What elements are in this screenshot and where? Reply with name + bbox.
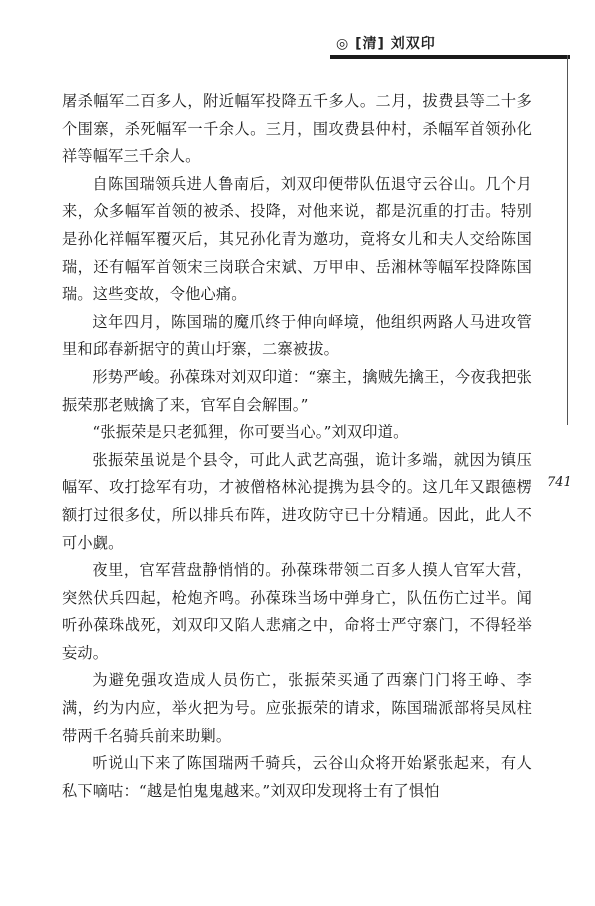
paragraph: 张振荣虽说是个县令，可此人武艺高强，诡计多端，就因为镇压幅军、攻打捻军有功，才被僧格林沁提携为县令的。这几年又跟德楞额打过很多仗，所以排兵布阵，进攻防守已十分精通。因此，此人不可小觑。	[62, 450, 532, 552]
paragraph: “张振荣是只老狐狸，你可要当心。”刘双印道。	[92, 423, 409, 442]
running-header: ◎ [清] 刘双印	[336, 36, 436, 52]
paragraph: 自陈国瑞领兵进人鲁南后，刘双印便带队伍退守云谷山。几个月来，众多幅军首领的被杀、投降，对他来说，都是沉重的打击。特别是孙化祥幅军覆灭后，其兄孙化青为邀功，竟将女儿和夫人交给陈国瑞，还有幅军首领宋三岗联合宋斌、万甲申、岳湘林等幅军投降陈国瑞。这些变故，令他心痛。	[62, 174, 532, 304]
paragraph: 夜里，官军营盘静悄悄的。孙葆珠带领二百多人摸人官军大营，突然伏兵四起，枪炮齐鸣。孙葆珠当场中弹身亡，队伍伤亡过半。闻听孙葆珠战死，刘双印又陷人悲痛之中，命将士严守寨门，不得轻举妄动。	[62, 561, 532, 662]
paragraph: 这年四月，陈国瑞的魔爪终于伸向峄境，他组织两路人马进攻管里和邱春新据守的黄山圩寨，二寨被拔。	[62, 312, 532, 359]
margin-rule	[567, 55, 568, 425]
header-rule	[330, 55, 570, 59]
body-text	[62, 88, 532, 805]
paragraph: 形势严峻。孙葆珠对刘双印道：“寨主，擒贼先擒王，今夜我把张振荣那老贼擒了来，官军自会解围。”	[62, 367, 532, 414]
paragraph: 屠杀幅军二百多人，附近幅军投降五千多人。二月，拔费县等二十多个围寨，杀死幅军一千余人。三月，围攻费县仲村，杀幅军首领孙化祥等幅军三千余人。	[62, 92, 532, 166]
page-number: 741	[547, 475, 572, 490]
paragraph: 听说山下来了陈国瑞两千骑兵，云谷山众将开始紧张起来，有人私下嘀咕：“越是怕鬼鬼越来。”刘双印发现将士有了惧怕	[62, 754, 532, 800]
paragraph: 为避免强攻造成人员伤亡，张振荣买通了西寨门门将王峥、李满，约为内应，举火把为号。应张振荣的请求，陈国瑞派部将吴凤柱带两千名骑兵前来助剿。	[62, 671, 532, 745]
